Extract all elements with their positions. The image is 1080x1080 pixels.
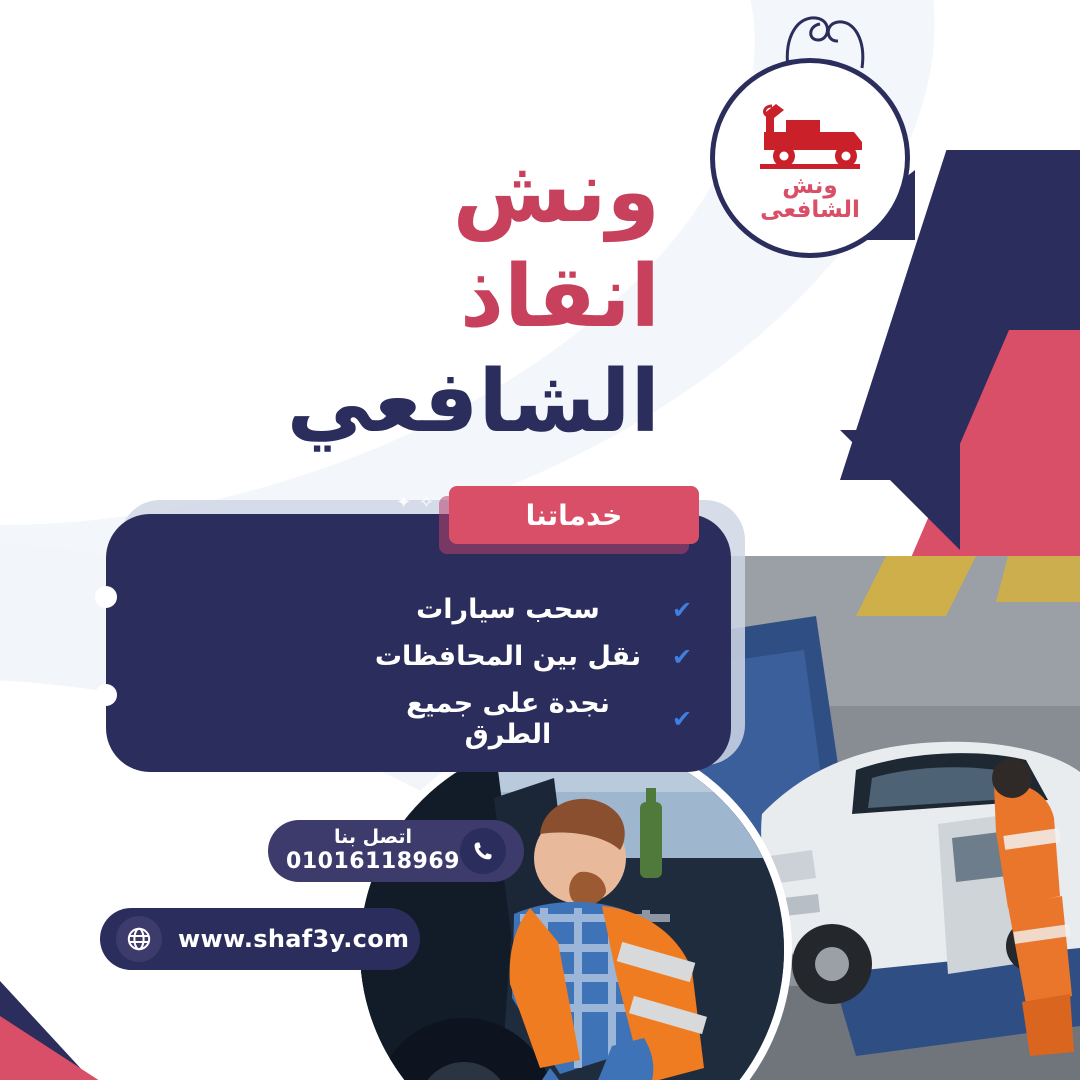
check-icon: ✔ <box>671 595 693 624</box>
globe-icon <box>116 916 162 962</box>
brand-logo <box>710 10 920 260</box>
service-label: نقل بين المحافظات <box>374 641 642 672</box>
service-label: سحب سيارات <box>416 594 600 625</box>
service-label: نجدة على جميع الطرق <box>406 688 610 750</box>
logo-name-top: ونش <box>782 173 838 200</box>
services-list <box>365 594 695 750</box>
services-card <box>106 492 731 772</box>
call-us-text <box>278 827 460 874</box>
services-title: خدماتنا <box>449 486 699 544</box>
decor-shape-top-right-triangle <box>840 430 960 550</box>
call-us-pill[interactable] <box>268 820 524 882</box>
call-us-label: اتصل بنا <box>334 826 412 849</box>
globe-glyph-icon <box>126 926 152 952</box>
tow-truck-icon <box>750 98 870 172</box>
headline-line-1: ونش انقاذ <box>452 142 660 347</box>
list-item <box>365 594 695 625</box>
phone-number: 01016118969 <box>286 849 460 875</box>
logo-name-bottom: الشافعى <box>760 197 860 224</box>
headline-line-2: الشافعي <box>286 351 660 452</box>
sparkle-icon: ✧ ✦ <box>396 492 435 513</box>
list-item <box>365 688 695 750</box>
phone-glyph-icon <box>471 839 495 863</box>
website-url: www.shaf3y.com <box>178 925 410 953</box>
check-icon: ✔ <box>671 642 693 671</box>
phone-icon <box>460 828 506 874</box>
website-pill[interactable] <box>100 908 420 970</box>
logo-badge-circle <box>710 58 910 258</box>
check-icon: ✔ <box>671 705 693 733</box>
list-item <box>365 641 695 672</box>
headline <box>230 140 660 455</box>
